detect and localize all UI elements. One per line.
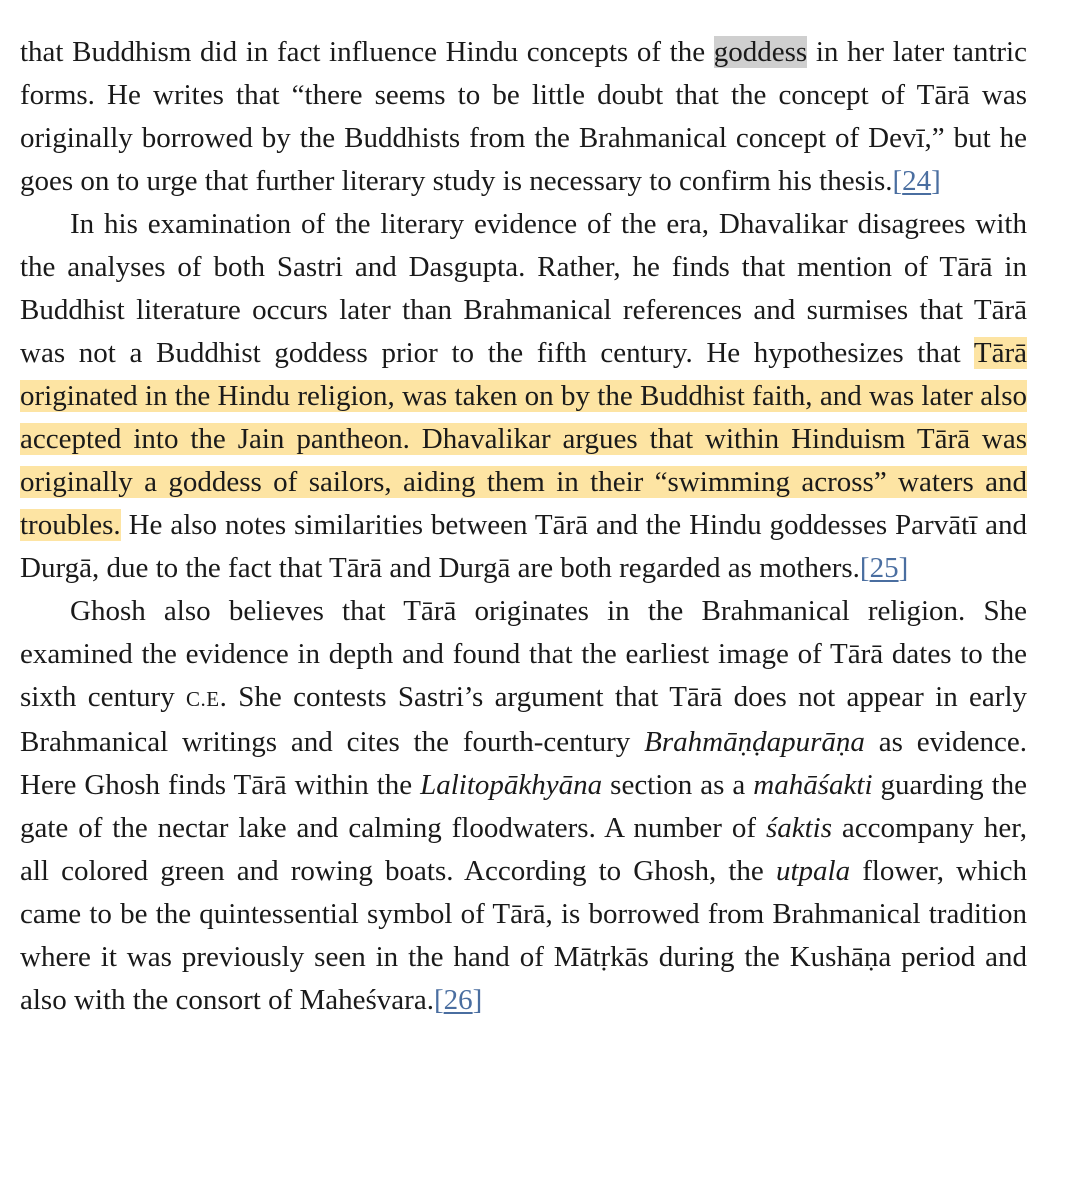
italic-term: utpala [775, 855, 851, 887]
italic-term: mahāśakti [753, 769, 873, 801]
italic-term: Brahmāṇḍapurāṇa [644, 726, 865, 758]
footnote-number: 26 [443, 984, 473, 1016]
footnote-link[interactable]: [25] [859, 552, 909, 584]
text-run: as evidence. Here Ghosh finds Tārā within the [20, 726, 1027, 801]
text-run: that Buddhism did in fact influence Hindu concepts of the [20, 36, 714, 68]
paragraph [20, 31, 1027, 203]
text-run: He also notes similarities between Tārā and the Hindu goddesses Parvātī and Durgā, due to the fact that Tārā and Durgā are both regarded as mothers. [20, 509, 1027, 584]
paragraph [20, 203, 1027, 590]
document-page [20, 31, 1027, 1022]
text-run: In his examination of the literary evidence of the era, Dhavalikar disagrees with the analyses of both Sastri and Dasgupta. Rather, he finds that mention of Tārā in Buddhist literature occurs later than Brahmanical references and surmises that Tārā was not a Buddhist goddess prior to the fifth century. He hypothesizes that [20, 208, 1027, 369]
italic-term: śaktis [765, 812, 832, 844]
footnote-number: 24 [902, 165, 932, 197]
footnote-number: 25 [869, 552, 899, 584]
footnote-link[interactable]: [26] [433, 984, 483, 1016]
era-abbreviation: C.E [186, 687, 220, 711]
text-run: guarding the gate of the nectar lake and calming floodwaters. A number of [20, 769, 1028, 844]
paragraph [20, 590, 1027, 1022]
search-highlight: goddess [713, 36, 808, 68]
text-run: flower, which came to be the quintessential symbol of Tārā, is borrowed from Brahmanical tradition where it was previously seen in the hand of Mātṛkās during the Kushāṇa period and also with the consort of Maheśvara. [20, 855, 1027, 1016]
italic-term: Lalitopākhyāna [420, 769, 603, 801]
text-run: Ghosh also believes that Tārā originates in the Brahmanical religion. She examined the evidence in depth and found that the earliest image of Tārā dates to the sixth century [20, 595, 1027, 713]
user-highlight: Tārā originated in the Hindu religion, was taken on by the Buddhist faith, and was later also accepted into the Jain pantheon. Dhavalikar argues that within Hinduism Tārā was originally a goddess of sailors, aiding them in their “swimming across” waters and troubles. [20, 337, 1027, 541]
text-run: . She contests Sastri’s argument that Tārā does not appear in early Brahmanical writings and cites the fourth-century [20, 681, 1028, 758]
text-run: section as a [602, 769, 754, 801]
text-run: in her later tantric forms. He writes that “there seems to be little doubt that the concept of Tārā was originally borrowed by the Buddhists from the Brahmanical concept of Devī,” but he goes on to urge that further literary study is necessary to confirm his thesis. [20, 36, 1027, 197]
footnote-link[interactable]: [24] [892, 165, 941, 197]
text-run: accompany her, all colored green and rowing boats. According to Ghosh, the [20, 812, 1027, 887]
